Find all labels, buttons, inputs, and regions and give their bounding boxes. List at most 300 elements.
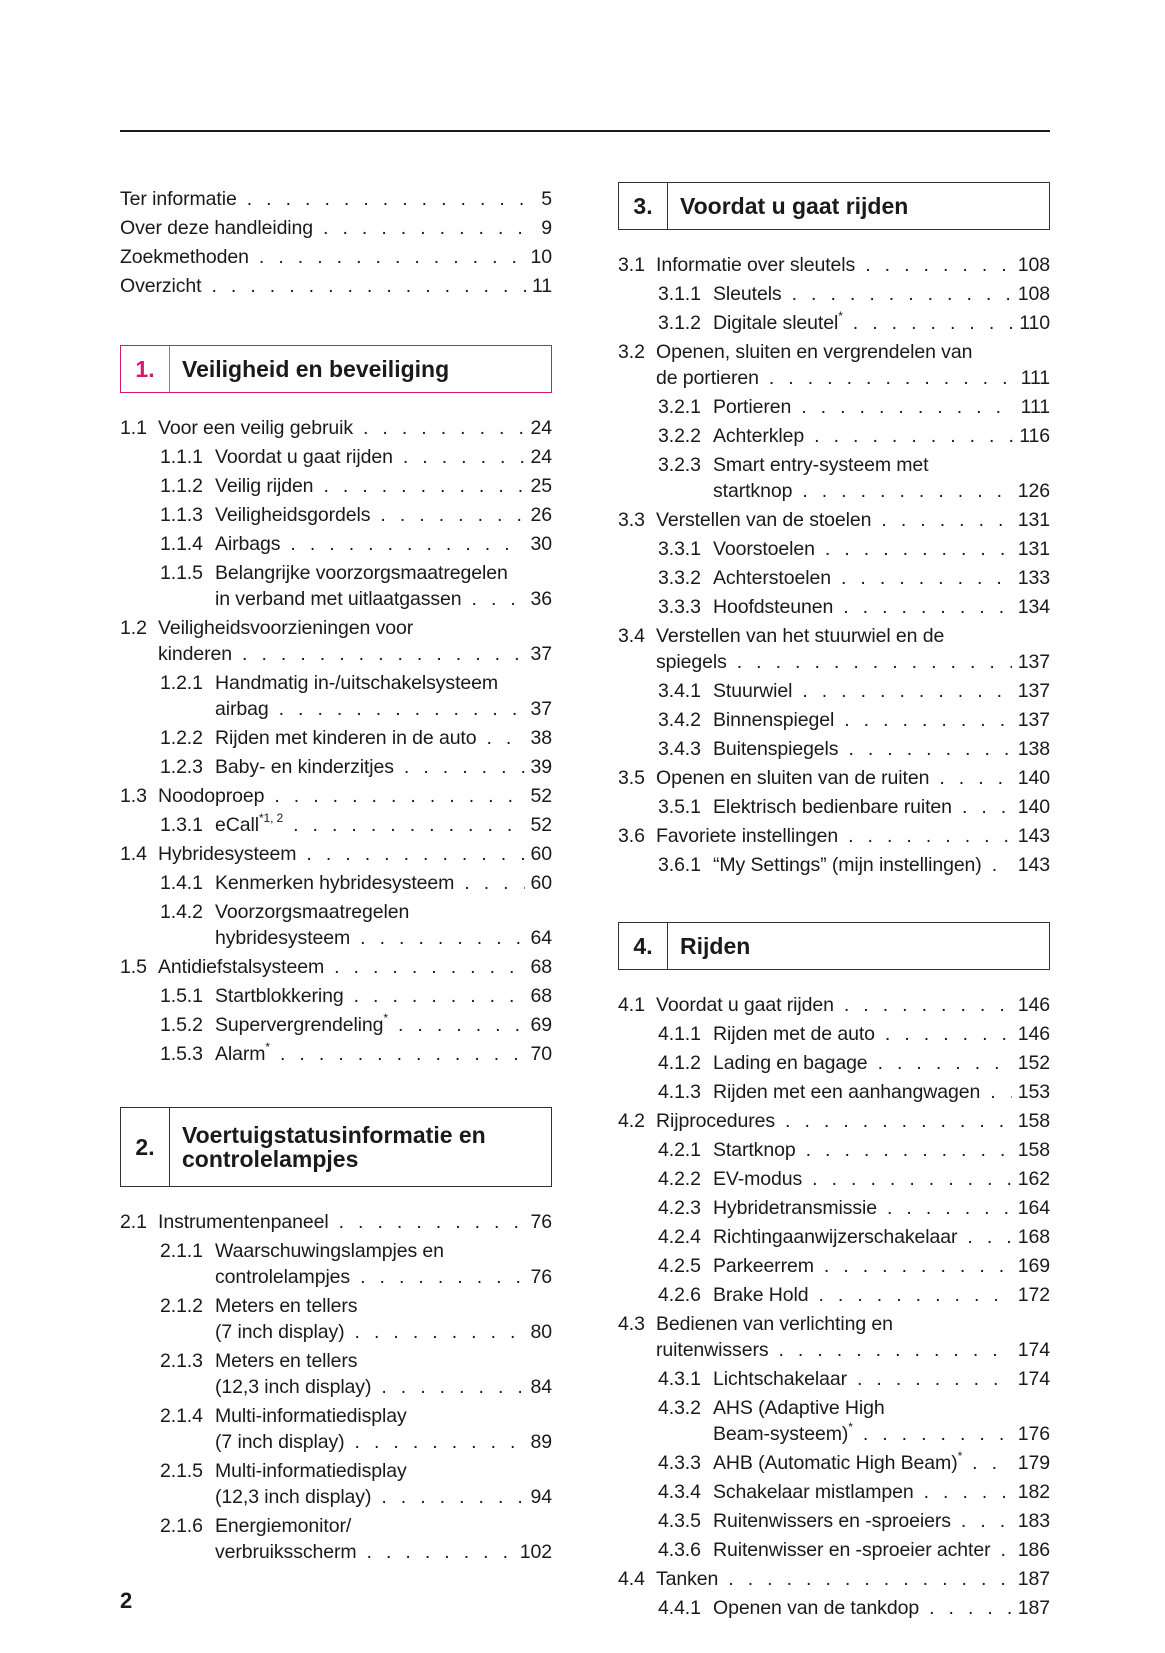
page-ref: 76 — [530, 1266, 552, 1288]
entry-line — [215, 1319, 552, 1345]
entry-body — [713, 1050, 1050, 1076]
page-ref: 186 — [1017, 1539, 1050, 1561]
entry-title — [713, 1537, 991, 1563]
dot-leader — [812, 1166, 1012, 1192]
toc-entry[interactable] — [120, 754, 552, 780]
section-number: 4.1.1 — [658, 1023, 701, 1045]
entry-title: Multi-informatiedisplay — [215, 1405, 407, 1427]
dot-leader — [929, 1595, 1012, 1621]
entry-title — [158, 841, 296, 867]
entry-title-text: Stuurwiel — [713, 680, 793, 702]
entry-title-continued — [656, 1337, 768, 1363]
section-number: 3.4.2 — [658, 709, 701, 731]
toc-entry[interactable] — [618, 1595, 1050, 1621]
dot-leader — [363, 415, 525, 441]
entry-title-text: Verstellen van de stoelen — [656, 509, 872, 531]
dot-leader — [802, 678, 1011, 704]
entry-line — [713, 423, 1050, 449]
toc-entry[interactable] — [120, 983, 552, 1009]
dot-leader — [737, 649, 1012, 675]
page-number: 2 — [120, 1588, 133, 1613]
entry-body — [215, 502, 552, 528]
entry-title-text: Openen van de tankdop — [713, 1597, 920, 1619]
toc-entry[interactable] — [618, 252, 1050, 278]
entry-line — [713, 1595, 1050, 1621]
entry-body — [120, 186, 552, 212]
dot-leader — [280, 1041, 525, 1067]
toc-entry[interactable] — [618, 1021, 1050, 1047]
entry-body — [713, 1395, 1050, 1447]
toc-entry[interactable] — [120, 444, 552, 470]
entry-body — [656, 623, 1050, 675]
section-number: 2.1.3 — [160, 1350, 203, 1372]
entry-line — [215, 1484, 552, 1510]
chapter-1-header — [120, 345, 552, 393]
dot-leader — [323, 473, 524, 499]
entry-title — [215, 870, 454, 896]
footnote-marker: * — [848, 1419, 853, 1434]
entry-title-text: Kenmerken hybridesysteem — [215, 872, 455, 894]
toc-entry[interactable] — [120, 1513, 552, 1565]
toc-entry[interactable] — [120, 783, 552, 809]
entry-line — [656, 765, 1050, 791]
toc-entry[interactable] — [618, 678, 1050, 704]
section-number: 1.4.1 — [160, 872, 203, 894]
entry-body — [215, 1513, 552, 1565]
section-number: 4.4 — [618, 1568, 645, 1590]
entry-body — [713, 1079, 1050, 1105]
toc-entry[interactable] — [618, 1537, 1050, 1563]
toc-entry[interactable] — [120, 1403, 552, 1455]
entry-title-text: (7 inch display) — [215, 1431, 345, 1453]
entry-body — [215, 812, 552, 838]
toc-entry[interactable] — [618, 707, 1050, 733]
toc-entry[interactable] — [618, 765, 1050, 791]
entry-title-continued — [215, 696, 269, 722]
entry-title-text: (12,3 inch display) — [215, 1376, 372, 1398]
entry-title — [656, 1108, 775, 1134]
entry-title — [713, 1021, 875, 1047]
dot-leader — [841, 565, 1012, 591]
entry-title-text: Voordat u gaat rijden — [656, 994, 834, 1016]
toc-entry[interactable] — [120, 560, 552, 612]
entry-line — [713, 1282, 1050, 1308]
toc-entry[interactable] — [120, 615, 552, 667]
toc-entry[interactable] — [618, 1450, 1050, 1476]
toc-entry[interactable] — [618, 992, 1050, 1018]
entry-title — [713, 1166, 802, 1192]
page-ref: 68 — [530, 956, 552, 978]
entry-title-text: Buitenspiegels — [713, 738, 839, 760]
entry-body — [215, 870, 552, 896]
entry-title — [713, 1595, 919, 1621]
toc-entry[interactable] — [618, 339, 1050, 391]
toc-entry[interactable] — [120, 531, 552, 557]
entry-body — [656, 1311, 1050, 1363]
toc-entry[interactable] — [120, 841, 552, 867]
section-number: 4.3.3 — [658, 1452, 701, 1474]
entry-body — [215, 725, 552, 751]
dot-leader — [403, 444, 525, 470]
section-number: 1.4.2 — [160, 901, 203, 923]
toc-entry[interactable] — [618, 1253, 1050, 1279]
entry-title-text: Voor een veilig gebruik — [158, 417, 353, 439]
dot-leader — [885, 1021, 1012, 1047]
section-number: 1.2 — [120, 617, 147, 639]
toc-entry[interactable] — [120, 186, 552, 212]
dot-leader — [801, 394, 1014, 420]
toc-entry[interactable] — [120, 1209, 552, 1235]
toc-entry[interactable] — [618, 310, 1050, 336]
toc-entry[interactable] — [120, 899, 552, 951]
entry-title-text: Digitale sleutel — [713, 312, 839, 334]
toc-entry[interactable] — [618, 1566, 1050, 1592]
page-ref: 60 — [530, 872, 552, 894]
entry-line — [215, 725, 552, 751]
page-ref: 133 — [1017, 567, 1050, 589]
entry-title: Waarschuwingslampjes en — [215, 1240, 444, 1262]
footnote-marker: * — [383, 1010, 388, 1025]
section-number: 4.2.6 — [658, 1284, 701, 1306]
entry-title-text: Portieren — [713, 396, 792, 418]
page-ref: 164 — [1017, 1197, 1050, 1219]
page-ref: 187 — [1017, 1568, 1050, 1590]
entry-title — [158, 783, 264, 809]
entry-line — [713, 310, 1050, 336]
entry-body — [215, 560, 552, 612]
entry-title: Veiligheidsvoorzieningen voor — [158, 617, 414, 639]
toc-entry[interactable] — [618, 1137, 1050, 1163]
entry-title — [713, 423, 804, 449]
entry-body — [656, 252, 1050, 278]
entry-title-text: Rijprocedures — [656, 1110, 776, 1132]
dot-leader — [778, 1337, 1011, 1363]
page-ref: 25 — [530, 475, 552, 497]
entry-body — [656, 765, 1050, 791]
toc-entry[interactable] — [120, 1041, 552, 1067]
entry-body — [713, 678, 1050, 704]
toc-entry[interactable] — [120, 725, 552, 751]
entry-title — [713, 565, 831, 591]
toc-entry[interactable] — [618, 423, 1050, 449]
dot-leader — [865, 252, 1012, 278]
page-ref: 179 — [1017, 1452, 1050, 1474]
page-ref: 52 — [530, 785, 552, 807]
page-ref: 182 — [1017, 1481, 1050, 1503]
entry-title-text: Ter informatie — [120, 188, 237, 210]
chapter-number: 4. — [619, 923, 668, 969]
section-number: 3.2.3 — [658, 454, 701, 476]
entry-title: Smart entry-systeem met — [713, 454, 929, 476]
entry-body — [713, 594, 1050, 620]
entry-title — [713, 1479, 914, 1505]
toc-entry[interactable] — [618, 281, 1050, 307]
dot-leader — [824, 1253, 1012, 1279]
page-ref: 108 — [1017, 254, 1050, 276]
entry-title-continued — [215, 925, 350, 951]
toc-entry[interactable] — [120, 1293, 552, 1345]
toc-entry[interactable] — [618, 623, 1050, 675]
entry-body — [215, 531, 552, 557]
toc-entry[interactable] — [120, 670, 552, 722]
entry-title-text: (7 inch display) — [215, 1321, 345, 1343]
entry-body — [713, 1224, 1050, 1250]
entry-body — [120, 215, 552, 241]
entry-line — [158, 783, 552, 809]
toc-entry[interactable] — [120, 1238, 552, 1290]
section-number: 3.3.1 — [658, 538, 701, 560]
toc-entry[interactable] — [618, 1366, 1050, 1392]
entry-title-continued — [215, 1429, 345, 1455]
entry-body — [215, 1293, 552, 1345]
toc-entry[interactable] — [120, 502, 552, 528]
entry-line — [120, 273, 552, 299]
toc-entry[interactable] — [120, 473, 552, 499]
toc-entry[interactable] — [618, 594, 1050, 620]
entry-title-text: Overzicht — [120, 275, 202, 297]
toc-entry[interactable] — [618, 1108, 1050, 1134]
entry-title — [713, 1137, 796, 1163]
section-number: 3.1 — [618, 254, 645, 276]
toc-entry[interactable] — [120, 870, 552, 896]
section-number: 3.5 — [618, 767, 645, 789]
entry-title-text: Sleutels — [713, 283, 782, 305]
entry-body — [215, 983, 552, 1009]
section-number: 4.1.2 — [658, 1052, 701, 1074]
dot-leader — [274, 783, 524, 809]
entry-line — [215, 1041, 552, 1067]
entry-title-text: Hybridesysteem — [158, 843, 297, 865]
dot-leader — [380, 502, 524, 528]
chapter-title — [170, 1108, 551, 1186]
entry-title-text: Brake Hold — [713, 1284, 809, 1306]
entry-title — [120, 186, 237, 212]
entry-title-text: verbruiksscherm — [215, 1541, 357, 1563]
page-ref: 111 — [1020, 396, 1050, 418]
page-ref: 84 — [530, 1376, 552, 1398]
toc-entry[interactable] — [618, 394, 1050, 420]
entry-title-text: Alarm — [215, 1043, 266, 1065]
entry-title-text: Parkeerrem — [713, 1255, 814, 1277]
entry-title-text: de portieren — [656, 367, 759, 389]
section-number: 3.1.2 — [658, 312, 701, 334]
toc-entry[interactable] — [618, 852, 1050, 878]
toc-entry[interactable] — [120, 812, 552, 838]
dot-leader — [848, 736, 1011, 762]
entry-line — [158, 641, 552, 667]
entry-body — [713, 1595, 1050, 1621]
entry-body — [713, 707, 1050, 733]
entry-line — [215, 1429, 552, 1455]
toc-entry[interactable] — [120, 954, 552, 980]
toc-entry[interactable] — [618, 794, 1050, 820]
entry-title-text: EV-modus — [713, 1168, 803, 1190]
entry-body — [215, 1458, 552, 1510]
entry-line — [713, 1366, 1050, 1392]
page-ref: 68 — [530, 985, 552, 1007]
entry-body — [158, 841, 552, 867]
entry-body — [158, 615, 552, 667]
entry-title — [215, 1041, 270, 1067]
entry-title: Voorzorgsmaatregelen — [215, 901, 410, 923]
page-ref: 70 — [530, 1043, 552, 1065]
entry-body — [215, 1348, 552, 1400]
entry-title — [713, 678, 792, 704]
toc-entry[interactable] — [618, 1311, 1050, 1363]
entry-body — [713, 281, 1050, 307]
section-number: 3.6 — [618, 825, 645, 847]
chapter-4-header — [618, 922, 1050, 970]
entry-body — [713, 310, 1050, 336]
entry-body — [215, 1012, 552, 1038]
entry-line — [120, 186, 552, 212]
dot-leader — [992, 852, 1012, 878]
section-number: 4.1 — [618, 994, 645, 1016]
section-number: 1.1.2 — [160, 475, 203, 497]
page-ref: 140 — [1017, 796, 1050, 818]
entry-line — [713, 281, 1050, 307]
entry-title-continued — [215, 1374, 371, 1400]
section-number: 4.4.1 — [658, 1597, 701, 1619]
entry-body — [215, 670, 552, 722]
section-number: 1.1.4 — [160, 533, 203, 555]
entry-line — [215, 983, 552, 1009]
toc-entry[interactable] — [618, 1166, 1050, 1192]
dot-leader — [360, 1264, 524, 1290]
entry-title — [713, 1050, 868, 1076]
entry-title — [656, 507, 871, 533]
entry-line — [713, 1137, 1050, 1163]
toc-right-column — [618, 182, 1050, 1624]
entry-line — [656, 992, 1050, 1018]
entry-line — [215, 925, 552, 951]
section-number: 1.1 — [120, 417, 147, 439]
entry-title — [713, 394, 791, 420]
section-number: 3.4 — [618, 625, 645, 647]
entry-title — [713, 852, 982, 878]
entry-line — [713, 565, 1050, 591]
entry-line — [215, 1539, 552, 1565]
page-ref: 137 — [1017, 680, 1050, 702]
section-number: 4.3.4 — [658, 1481, 701, 1503]
entry-line — [713, 794, 1050, 820]
toc-entry[interactable] — [618, 1508, 1050, 1534]
toc-entry[interactable] — [618, 1079, 1050, 1105]
dot-leader — [814, 423, 1013, 449]
section-number: 3.2 — [618, 341, 645, 363]
entry-line — [713, 1395, 1050, 1421]
toc-entry[interactable] — [618, 1479, 1050, 1505]
dot-leader — [878, 1050, 1012, 1076]
dot-leader — [825, 536, 1012, 562]
entry-line — [656, 823, 1050, 849]
entry-line — [713, 536, 1050, 562]
section-number: 2.1.1 — [160, 1240, 203, 1262]
entry-title-text: Richtingaanwijzerschakelaar — [713, 1226, 958, 1248]
entry-line — [158, 841, 552, 867]
toc-entry[interactable] — [618, 565, 1050, 591]
entry-title-text: Rijden met kinderen in de auto — [215, 727, 477, 749]
entry-line — [656, 1108, 1050, 1134]
entry-title-text: Beam-systeem) — [713, 1423, 849, 1445]
section-number: 4.3 — [618, 1313, 645, 1335]
toc-entry[interactable] — [120, 244, 552, 270]
toc-entry[interactable] — [618, 1282, 1050, 1308]
section-number: 3.2.2 — [658, 425, 701, 447]
toc-entry[interactable] — [618, 823, 1050, 849]
entry-title: AHS (Adaptive High — [713, 1397, 885, 1419]
page-ref: 176 — [1017, 1423, 1050, 1445]
entry-line — [215, 812, 552, 838]
dot-leader — [844, 707, 1012, 733]
dot-leader — [355, 1429, 525, 1455]
entry-line — [656, 623, 1050, 649]
toc-entry[interactable] — [120, 215, 552, 241]
entry-title-text: Over deze handleiding — [120, 217, 314, 239]
entry-title-continued — [215, 1264, 350, 1290]
entry-title: Energiemonitor/ — [215, 1515, 352, 1537]
toc-entry[interactable] — [120, 1012, 552, 1038]
toc-entry[interactable] — [618, 452, 1050, 504]
toc-entry[interactable] — [618, 1224, 1050, 1250]
page-ref: 169 — [1017, 1255, 1050, 1277]
entry-title-text: Startknop — [713, 1139, 796, 1161]
toc-entry[interactable] — [618, 1395, 1050, 1447]
toc-entry[interactable] — [618, 536, 1050, 562]
toc-entry[interactable] — [618, 736, 1050, 762]
toc-entry[interactable] — [120, 1348, 552, 1400]
entry-title — [215, 531, 280, 557]
entry-line — [656, 1337, 1050, 1363]
section-number: 4.2.3 — [658, 1197, 701, 1219]
dot-leader — [769, 365, 1015, 391]
chapter-4-entries — [618, 992, 1050, 1621]
entry-line — [713, 478, 1050, 504]
dot-leader — [247, 186, 536, 212]
entry-line — [215, 1374, 552, 1400]
dot-leader — [1001, 1537, 1012, 1563]
entry-line — [713, 707, 1050, 733]
dot-leader — [339, 1209, 525, 1235]
entry-body — [215, 899, 552, 951]
section-number: 4.3.6 — [658, 1539, 701, 1561]
entry-line — [713, 1050, 1050, 1076]
toc-entry[interactable] — [618, 1050, 1050, 1076]
entry-title — [158, 954, 324, 980]
dot-leader — [967, 1224, 1011, 1250]
chapter-title: Veiligheid en beveiliging — [182, 356, 450, 382]
entry-body — [215, 444, 552, 470]
entry-title-text: AHB (Automatic High Beam) — [713, 1452, 958, 1474]
section-number: 1.3.1 — [160, 814, 203, 836]
entry-title-continued — [656, 365, 759, 391]
entry-title-text: Rijden met een aanhangwagen — [713, 1081, 981, 1103]
section-number: 1.2.2 — [160, 727, 203, 749]
toc-entry[interactable] — [120, 273, 552, 299]
entry-title-continued — [215, 1484, 371, 1510]
dot-leader — [259, 244, 525, 270]
entry-title — [713, 1366, 847, 1392]
page-ref: 94 — [530, 1486, 552, 1508]
entry-title-text: in verband met uitlaatgassen — [215, 588, 462, 610]
entry-title: Openen, sluiten en vergrendelen van — [656, 341, 973, 363]
chapter-title: Rijden — [680, 933, 751, 959]
toc-entry[interactable] — [120, 1458, 552, 1510]
toc-entry[interactable] — [618, 1195, 1050, 1221]
toc-entry[interactable] — [618, 507, 1050, 533]
section-number: 3.5.1 — [658, 796, 701, 818]
toc-entry[interactable] — [120, 415, 552, 441]
